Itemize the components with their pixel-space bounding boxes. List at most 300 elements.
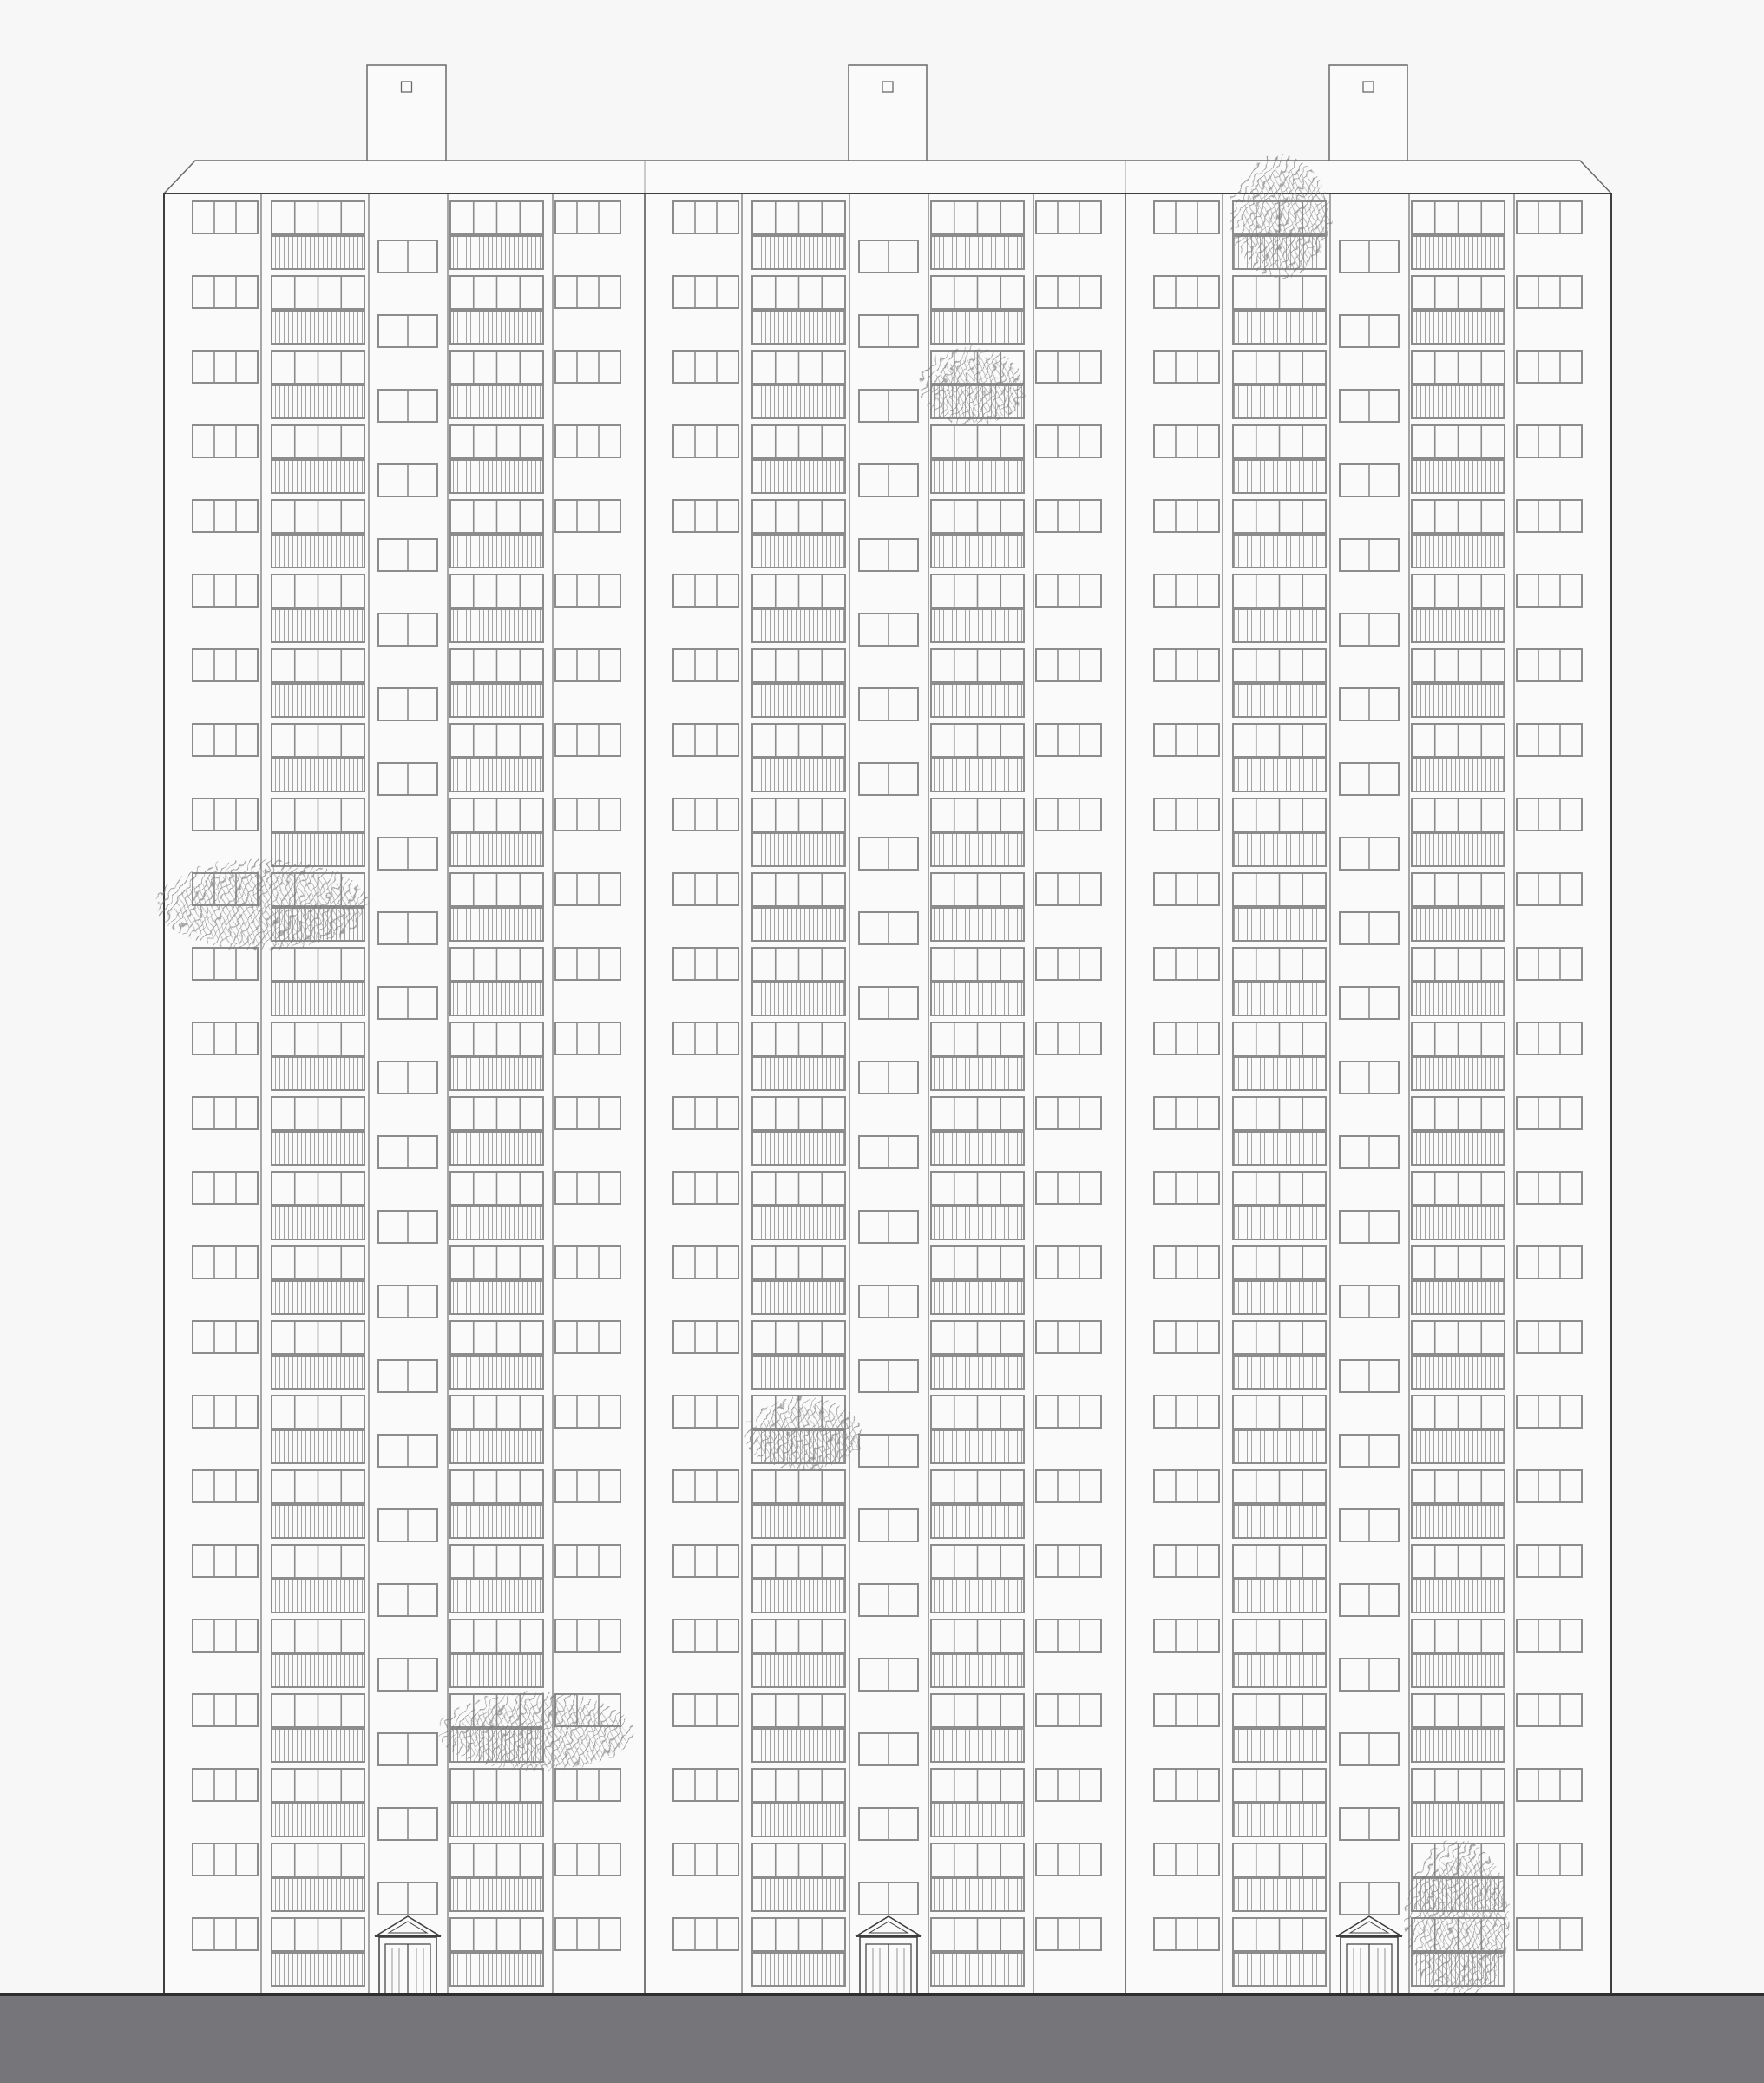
window-frame — [555, 1172, 620, 1204]
balcony-unit-right — [1412, 948, 1505, 1015]
side-window-left — [673, 649, 738, 681]
window-frame — [555, 425, 620, 457]
balcony-unit-left — [752, 425, 845, 493]
side-window-right — [1036, 1769, 1101, 1801]
side-window-right — [1036, 1694, 1101, 1726]
window-frame — [1517, 1470, 1582, 1502]
balcony-unit-left — [752, 948, 845, 1015]
side-window-left — [1154, 798, 1219, 831]
side-window-left — [673, 575, 738, 607]
balcony-unit-left — [752, 1694, 845, 1762]
balcony-unit-right — [1412, 798, 1505, 866]
stair-window — [1340, 1136, 1399, 1168]
balcony-unit-right — [1412, 1545, 1505, 1613]
window-frame — [1036, 649, 1101, 681]
side-window-left — [1154, 1918, 1219, 1950]
balcony-railing — [752, 385, 845, 418]
balcony-unit-right — [450, 276, 543, 344]
window-frame — [673, 1843, 738, 1876]
side-window-left — [673, 948, 738, 980]
window-frame — [1036, 1097, 1101, 1129]
window-frame — [555, 1769, 620, 1801]
side-window-right — [555, 1396, 620, 1428]
side-window-left — [673, 1097, 738, 1129]
balcony-railing — [272, 982, 364, 1015]
side-window-left — [1154, 1396, 1219, 1428]
balcony-railing — [931, 1953, 1024, 1986]
balcony-unit-left — [272, 724, 364, 792]
window-frame — [193, 575, 258, 607]
stair-window — [1340, 1584, 1399, 1616]
window-frame — [555, 1470, 620, 1502]
balcony-railing — [752, 833, 845, 866]
balcony-unit-right — [1412, 1396, 1505, 1463]
shade-crosshatch — [932, 358, 1022, 423]
window-frame — [1154, 1396, 1219, 1428]
balcony-unit-right — [1412, 873, 1505, 941]
window-frame — [555, 1022, 620, 1055]
stair-window — [1340, 1061, 1399, 1094]
side-window-left — [673, 724, 738, 756]
stair-window — [378, 1360, 437, 1392]
balcony-unit-right — [450, 1620, 543, 1687]
balcony-railing — [450, 908, 543, 941]
balcony-unit-left — [752, 351, 845, 418]
window-frame — [193, 1097, 258, 1129]
balcony-railing — [1412, 1057, 1505, 1090]
window-frame — [1154, 724, 1219, 756]
balcony-unit-left — [1233, 1396, 1326, 1463]
balcony-railing — [752, 1206, 845, 1239]
side-window-right — [1517, 948, 1582, 980]
side-window-right — [1517, 798, 1582, 831]
balcony-railing — [931, 609, 1024, 642]
balcony-railing — [931, 1356, 1024, 1389]
window-frame — [1517, 1097, 1582, 1129]
side-window-left — [1154, 1246, 1219, 1278]
window-frame — [1036, 798, 1101, 831]
side-window-right — [1036, 1172, 1101, 1204]
balcony-railing — [752, 1281, 845, 1314]
window-frame — [1036, 948, 1101, 980]
balcony-railing — [450, 1132, 543, 1165]
balcony-unit-left — [1233, 1620, 1326, 1687]
side-window-left — [193, 1545, 258, 1577]
balcony-unit-left — [1233, 276, 1326, 344]
balcony-railing — [272, 1729, 364, 1762]
window-frame — [193, 1396, 258, 1428]
stair-window — [378, 763, 437, 795]
side-window-left — [1154, 276, 1219, 308]
balcony-unit-right — [450, 1321, 543, 1389]
balcony-unit-right — [931, 425, 1024, 493]
shade-crosshatch — [175, 871, 360, 947]
ground-strip — [0, 1994, 1764, 2083]
balcony-unit-left — [1233, 1022, 1326, 1090]
side-window-right — [1517, 276, 1582, 308]
balcony-railing — [450, 759, 543, 792]
balcony-unit-left — [272, 1022, 364, 1090]
side-window-left — [673, 1620, 738, 1652]
stair-window — [859, 1211, 918, 1243]
balcony-unit-left — [752, 649, 845, 717]
balcony-unit-right — [931, 1694, 1024, 1762]
stair-window — [1340, 912, 1399, 944]
balcony-railing — [931, 1132, 1024, 1165]
side-window-right — [1517, 1246, 1582, 1278]
side-window-left — [1154, 1769, 1219, 1801]
side-window-right — [1517, 1097, 1582, 1129]
balcony-unit-left — [1233, 1769, 1326, 1837]
stair-window — [378, 912, 437, 944]
window-frame — [193, 276, 258, 308]
side-window-left — [193, 425, 258, 457]
window-frame — [673, 649, 738, 681]
balcony-unit-right — [1412, 1694, 1505, 1762]
stair-window — [378, 838, 437, 870]
balcony-unit-right — [450, 1246, 543, 1314]
balcony-railing — [450, 1878, 543, 1911]
side-window-left — [193, 500, 258, 532]
window-frame — [1517, 351, 1582, 383]
window-frame — [1517, 1396, 1582, 1428]
balcony-railing — [1412, 1206, 1505, 1239]
balcony-unit-left — [272, 201, 364, 269]
window-frame — [1517, 1022, 1582, 1055]
side-window-left — [193, 1769, 258, 1801]
balcony-unit-left — [1233, 1918, 1326, 1986]
window-frame — [1036, 201, 1101, 233]
balcony-unit-left — [752, 1246, 845, 1314]
balcony-unit-left — [272, 1172, 364, 1239]
window-frame — [673, 724, 738, 756]
window-frame — [1036, 276, 1101, 308]
stair-window — [859, 315, 918, 347]
stair-window — [378, 1584, 437, 1616]
balcony-railing — [1412, 1654, 1505, 1687]
side-window-right — [555, 1545, 620, 1577]
balcony-railing — [931, 460, 1024, 493]
window-frame — [1154, 948, 1219, 980]
window-frame — [1036, 575, 1101, 607]
balcony-railing — [1412, 1430, 1505, 1463]
window-frame — [555, 1620, 620, 1652]
balcony-railing — [1412, 609, 1505, 642]
side-window-right — [1036, 1396, 1101, 1428]
balcony-unit-right — [450, 798, 543, 866]
balcony-unit-right — [450, 1843, 543, 1911]
balcony-railing — [931, 1057, 1024, 1090]
shade-crosshatch — [757, 1407, 859, 1469]
side-window-left — [673, 1172, 738, 1204]
window-frame — [1517, 1545, 1582, 1577]
stair-window — [378, 539, 437, 571]
window-frame — [1517, 276, 1582, 308]
balcony-railing — [1412, 1132, 1505, 1165]
side-window-left — [673, 1470, 738, 1502]
balcony-unit-right — [450, 1097, 543, 1165]
balcony-unit-right — [931, 1545, 1024, 1613]
stair-window — [1340, 464, 1399, 496]
balcony-railing — [752, 1729, 845, 1762]
stair-window — [859, 1061, 918, 1094]
window-frame — [193, 351, 258, 383]
balcony-railing — [931, 311, 1024, 344]
balcony-unit-right — [450, 873, 543, 941]
balcony-railing — [450, 684, 543, 717]
side-window-left — [193, 1620, 258, 1652]
side-window-right — [1036, 1620, 1101, 1652]
balcony-unit-right — [931, 276, 1024, 344]
stair-window — [378, 1435, 437, 1467]
window-frame — [1154, 1097, 1219, 1129]
balcony-unit-left — [1233, 649, 1326, 717]
stair-window — [1340, 390, 1399, 422]
stair-window — [859, 1733, 918, 1765]
balcony-railing — [931, 1206, 1024, 1239]
balcony-railing — [752, 609, 845, 642]
side-window-right — [1517, 1470, 1582, 1502]
side-window-left — [193, 201, 258, 233]
balcony-unit-right — [450, 948, 543, 1015]
side-window-right — [1517, 500, 1582, 532]
side-window-right — [1036, 724, 1101, 756]
side-window-right — [1517, 1843, 1582, 1876]
balcony-railing — [931, 1654, 1024, 1687]
stair-window — [1340, 688, 1399, 720]
balcony-railing — [931, 1878, 1024, 1911]
window-frame — [1154, 1918, 1219, 1950]
balcony-unit-left — [272, 575, 364, 642]
stair-window — [378, 1659, 437, 1691]
balcony-railing — [752, 311, 845, 344]
stair-window — [859, 1808, 918, 1840]
window-frame — [673, 948, 738, 980]
stair-window — [1340, 1808, 1399, 1840]
side-window-right — [1517, 425, 1582, 457]
balcony-railing — [1412, 1804, 1505, 1837]
balcony-unit-left — [272, 1545, 364, 1613]
balcony-unit-left — [1233, 1097, 1326, 1165]
balcony-railing — [752, 535, 845, 568]
window-frame — [555, 649, 620, 681]
balcony-railing — [1412, 1580, 1505, 1613]
balcony-railing — [1412, 982, 1505, 1015]
side-window-right — [1517, 1022, 1582, 1055]
balcony-railing — [1412, 1729, 1505, 1762]
balcony-railing — [1233, 833, 1326, 866]
window-frame — [673, 201, 738, 233]
side-window-left — [673, 1843, 738, 1876]
window-frame — [673, 1918, 738, 1950]
window-frame — [555, 724, 620, 756]
window-frame — [1036, 425, 1101, 457]
balcony-railing — [1233, 1878, 1326, 1911]
stair-window — [1340, 240, 1399, 273]
window-frame — [1036, 1172, 1101, 1204]
balcony-railing — [272, 1654, 364, 1687]
roof-parapet — [164, 161, 1611, 194]
window-frame — [193, 1022, 258, 1055]
balcony-railing — [752, 1878, 845, 1911]
balcony-railing — [1233, 1804, 1326, 1837]
balcony-railing — [1412, 1505, 1505, 1538]
balcony-unit-right — [450, 1769, 543, 1837]
balcony-railing — [1233, 1132, 1326, 1165]
window-frame — [1517, 1769, 1582, 1801]
side-window-right — [555, 575, 620, 607]
window-frame — [1036, 1246, 1101, 1278]
balcony-railing — [1233, 1057, 1326, 1090]
side-window-left — [193, 1470, 258, 1502]
balcony-railing — [272, 1057, 364, 1090]
side-window-right — [1517, 351, 1582, 383]
balcony-railing — [450, 1654, 543, 1687]
balcony-railing — [1412, 1281, 1505, 1314]
window-frame — [1154, 201, 1219, 233]
shade-crosshatch — [456, 1703, 626, 1768]
window-frame — [673, 1620, 738, 1652]
side-window-right — [555, 1022, 620, 1055]
balcony-unit-left — [752, 873, 845, 941]
balcony-railing — [931, 1804, 1024, 1837]
side-window-right — [555, 201, 620, 233]
window-frame — [1154, 1172, 1219, 1204]
balcony-unit-left — [272, 1694, 364, 1762]
side-window-left — [1154, 1620, 1219, 1652]
balcony-unit-right — [450, 351, 543, 418]
stair-window — [1340, 1211, 1399, 1243]
side-window-left — [193, 276, 258, 308]
side-window-left — [1154, 1022, 1219, 1055]
window-frame — [673, 1470, 738, 1502]
side-window-left — [673, 1918, 738, 1950]
side-window-left — [193, 798, 258, 831]
side-window-left — [193, 1396, 258, 1428]
balcony-railing — [450, 1281, 543, 1314]
balcony-unit-left — [1233, 1321, 1326, 1389]
stair-window — [859, 1435, 918, 1467]
side-window-left — [673, 351, 738, 383]
side-window-right — [1517, 649, 1582, 681]
side-window-left — [673, 500, 738, 532]
window-frame — [1517, 1172, 1582, 1204]
balcony-unit-left — [272, 798, 364, 866]
side-window-right — [555, 798, 620, 831]
balcony-railing — [752, 1505, 845, 1538]
window-frame — [1517, 1321, 1582, 1353]
balcony-unit-right — [931, 575, 1024, 642]
rooftop-box — [367, 65, 446, 161]
window-frame — [555, 1918, 620, 1950]
balcony-unit-left — [272, 1918, 364, 1986]
balcony-unit-right — [1412, 425, 1505, 493]
balcony-unit-left — [1233, 873, 1326, 941]
side-window-left — [1154, 1843, 1219, 1876]
balcony-unit-right — [450, 201, 543, 269]
balcony-railing — [450, 1953, 543, 1986]
balcony-railing — [931, 759, 1024, 792]
side-window-left — [673, 1022, 738, 1055]
window-frame — [673, 1097, 738, 1129]
balcony-unit-left — [752, 500, 845, 568]
balcony-unit-left — [752, 1545, 845, 1613]
balcony-unit-left — [752, 1769, 845, 1837]
stair-window — [1340, 539, 1399, 571]
side-window-left — [193, 1246, 258, 1278]
balcony-railing — [272, 460, 364, 493]
balcony-unit-right — [1412, 575, 1505, 642]
window-frame — [193, 1321, 258, 1353]
stair-window — [1340, 1285, 1399, 1317]
window-frame — [1036, 1918, 1101, 1950]
side-window-left — [193, 948, 258, 980]
window-frame — [1154, 649, 1219, 681]
balcony-railing — [931, 908, 1024, 941]
window-frame — [673, 351, 738, 383]
stair-window — [1340, 1733, 1399, 1765]
balcony-unit-right — [931, 1396, 1024, 1463]
balcony-unit-left — [752, 1843, 845, 1911]
balcony-railing — [1412, 908, 1505, 941]
balcony-unit-left — [1233, 798, 1326, 866]
side-window-right — [1517, 1694, 1582, 1726]
balcony-unit-left — [752, 1321, 845, 1389]
balcony-unit-left — [272, 1396, 364, 1463]
window-frame — [1154, 276, 1219, 308]
balcony-railing — [931, 1430, 1024, 1463]
balcony-railing — [752, 908, 845, 941]
shade-mark — [156, 859, 369, 950]
balcony-unit-left — [272, 1321, 364, 1389]
shade-crosshatch — [1418, 1856, 1508, 1990]
balcony-railing — [752, 1057, 845, 1090]
balcony-railing — [272, 1953, 364, 1986]
rooftop-box — [849, 65, 927, 161]
side-window-right — [1036, 500, 1101, 532]
window-frame — [673, 873, 738, 905]
window-frame — [193, 1620, 258, 1652]
side-window-right — [1517, 1769, 1582, 1801]
balcony-railing — [752, 236, 845, 269]
balcony-unit-left — [752, 201, 845, 269]
window-frame — [1154, 1620, 1219, 1652]
window-frame — [193, 948, 258, 980]
side-window-left — [1154, 425, 1219, 457]
stair-window — [378, 1285, 437, 1317]
balcony-railing — [1412, 759, 1505, 792]
side-window-right — [1517, 724, 1582, 756]
side-window-left — [1154, 1470, 1219, 1502]
balcony-railing — [752, 1804, 845, 1837]
balcony-unit-right — [450, 1918, 543, 1986]
side-window-right — [1517, 1172, 1582, 1204]
side-window-left — [193, 1694, 258, 1726]
balcony-railing — [272, 684, 364, 717]
balcony-unit-right — [931, 1470, 1024, 1538]
stair-window — [1340, 315, 1399, 347]
window-frame — [673, 1545, 738, 1577]
balcony-unit-right — [931, 1022, 1024, 1090]
balcony-unit-left — [272, 649, 364, 717]
side-window-right — [1036, 201, 1101, 233]
window-frame — [1517, 948, 1582, 980]
stair-window — [378, 315, 437, 347]
side-window-left — [1154, 649, 1219, 681]
side-window-right — [555, 1620, 620, 1652]
window-frame — [673, 1321, 738, 1353]
side-window-right — [1517, 873, 1582, 905]
